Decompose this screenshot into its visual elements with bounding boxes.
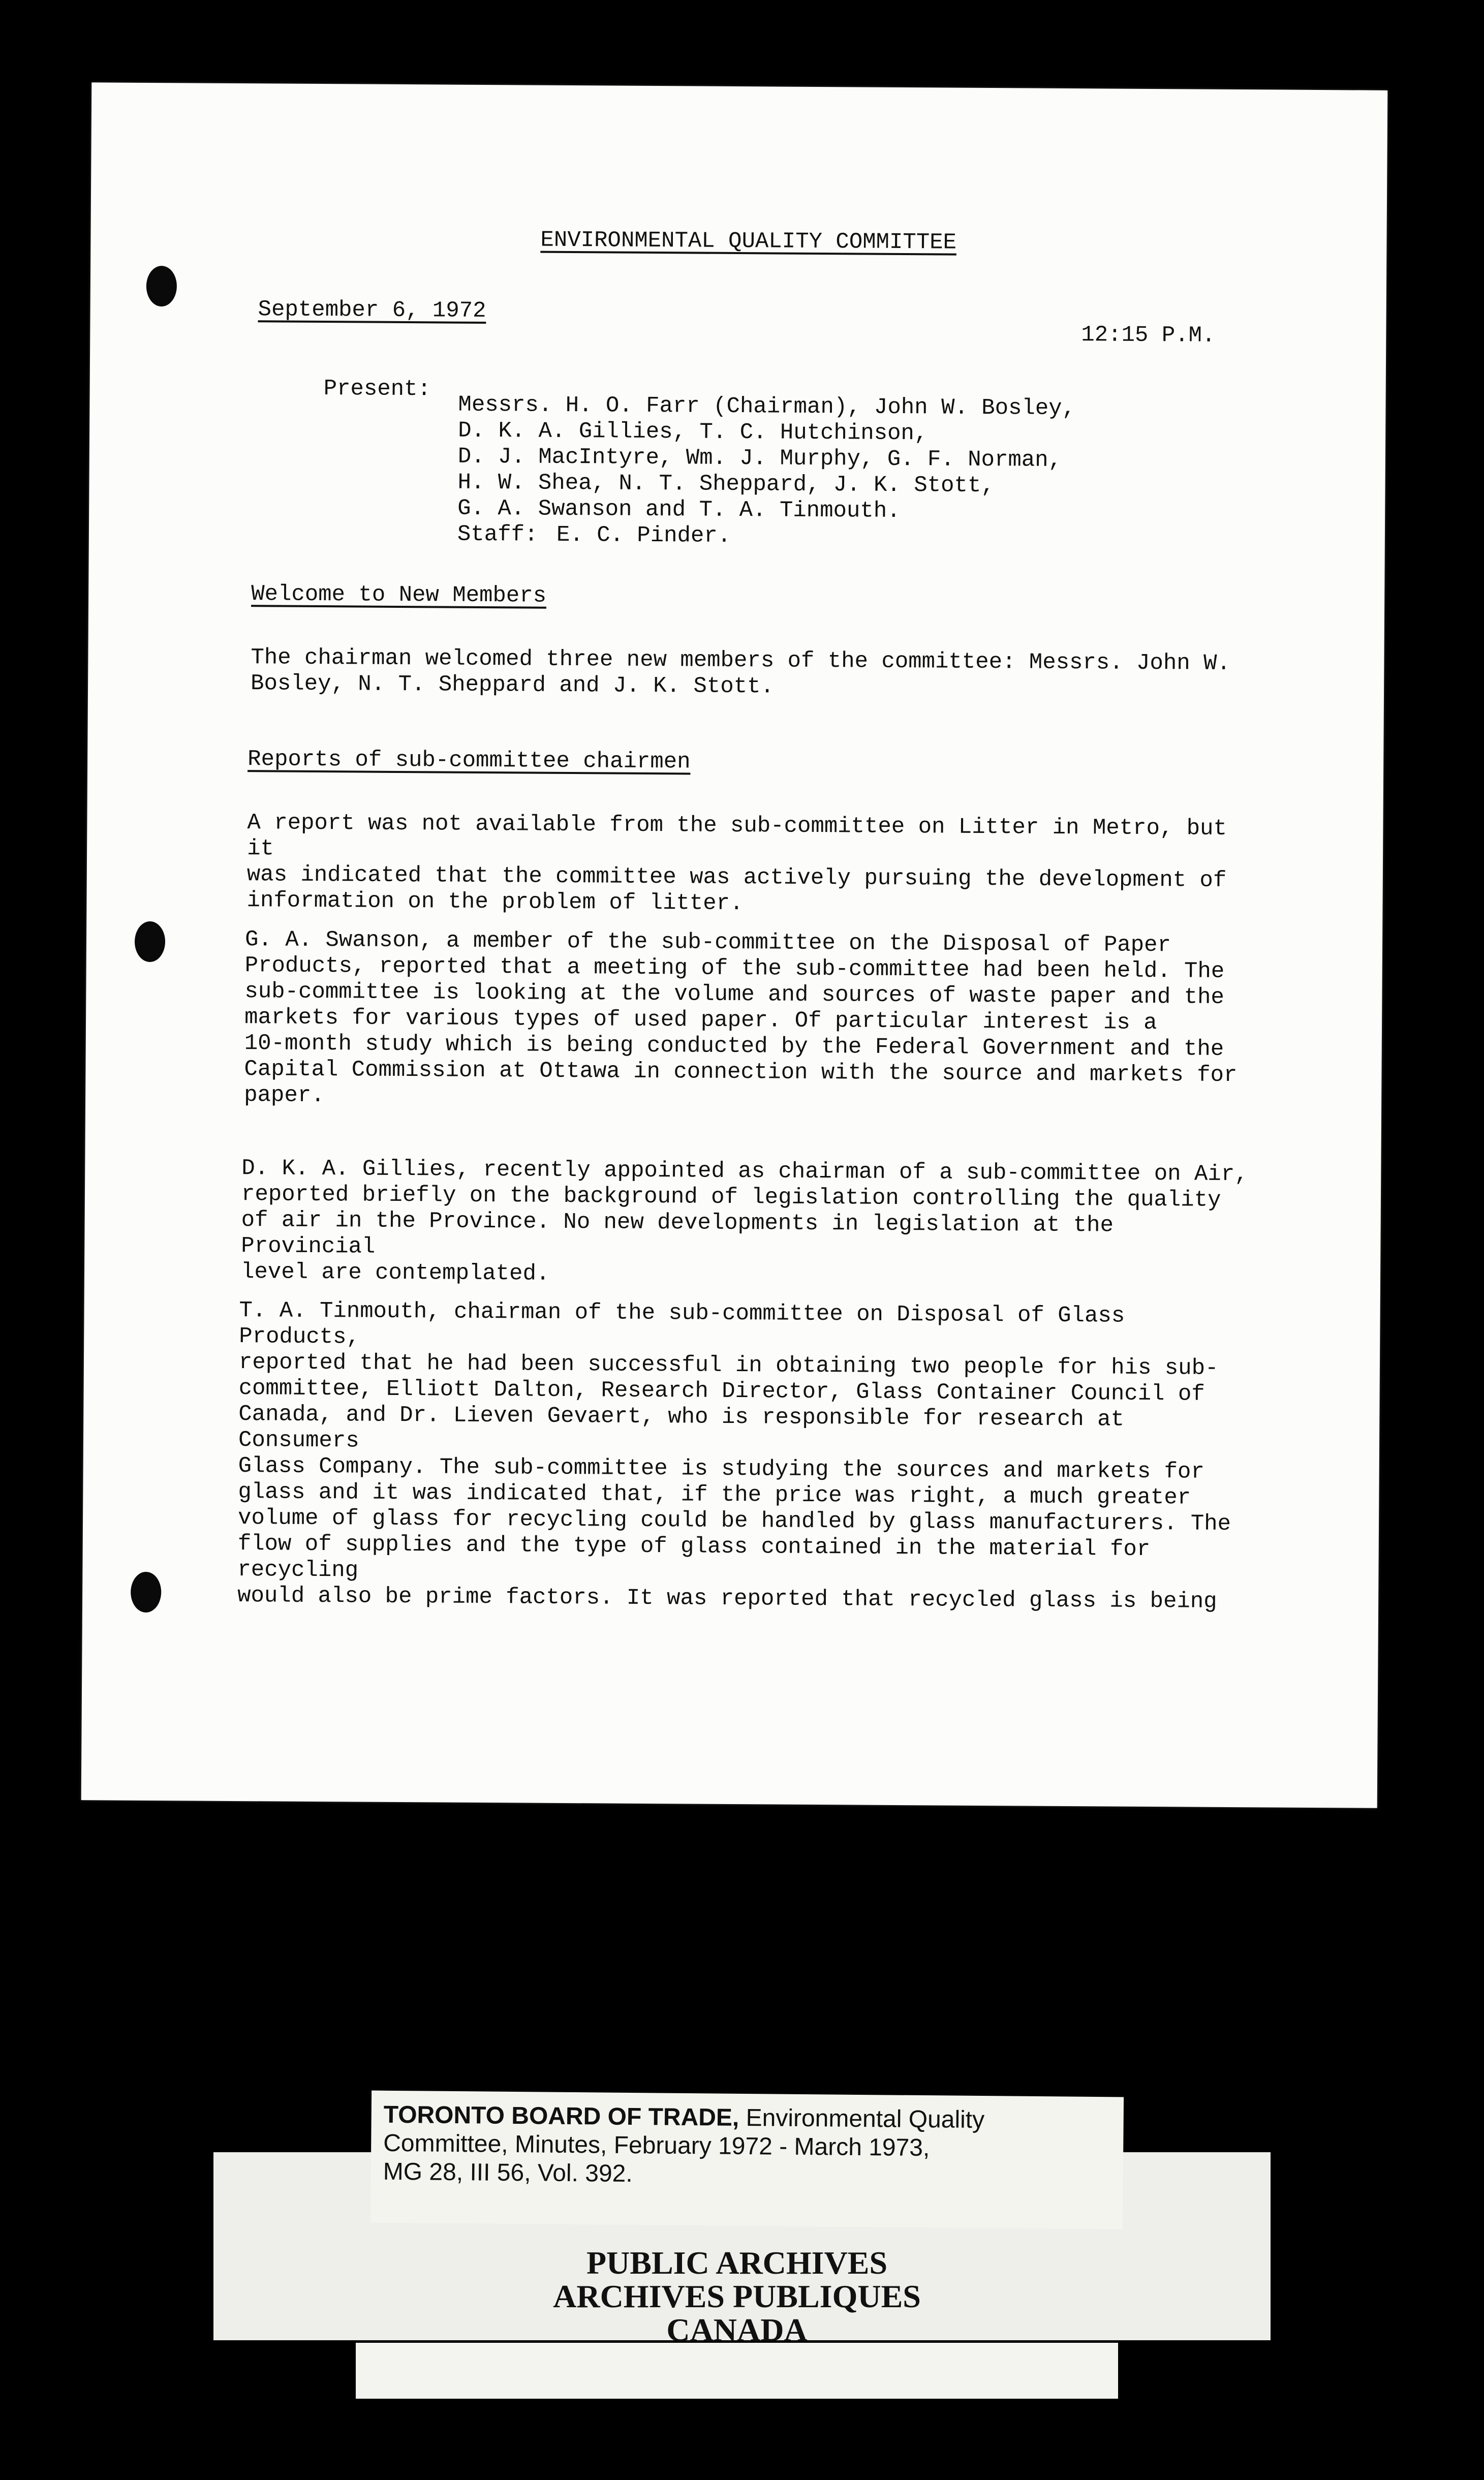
punch-hole bbox=[135, 921, 165, 962]
paragraph: T. A. Tinmouth, chairman of the sub-committee on Disposal of Glass Products, reported that he had been successful in obtaining two people for his sub- committee, Elliott Dalton, Research Director, Glass Container Council of Canada, and Dr. Lieven Gevaert, who is responsible for research at Consumers Glass Company. The sub-committee is studying the sources and markets for glass and it was indicated that, if the price was right, a much greater volume of glass for recycling could be handled by glass manufacturers. The flow of supplies and the type of glass contained in the material for recycling would also be prime factors. It was reported that recycled glass is being bbox=[237, 1298, 1231, 1615]
staff-label: Staff: bbox=[457, 521, 538, 548]
archive-org: TORONTO BOARD OF TRADE, bbox=[383, 2101, 739, 2131]
archive-label bbox=[370, 2091, 1124, 2229]
present-label: Present: bbox=[323, 376, 431, 402]
present-line: Messrs. H. O. Farr (Chairman), John W. Bosley, bbox=[458, 392, 1076, 422]
meeting-date: September 6, 1972 bbox=[258, 297, 486, 324]
archive-card-strip bbox=[356, 2343, 1118, 2399]
stamp-line: PUBLIC ARCHIVES bbox=[586, 2245, 888, 2281]
paragraph: A report was not available from the sub-committee on Litter in Metro, but it was indicated that the committee was actively pursuing the development of information on the problem of litter. bbox=[246, 810, 1227, 917]
section-heading: Reports of sub-committee chairmen bbox=[248, 747, 691, 775]
stamp-line: ARCHIVES PUBLIQUES bbox=[553, 2278, 921, 2314]
punch-hole bbox=[146, 266, 177, 306]
archive-label-line: Committee, Minutes, February 1972 - March 1973, bbox=[383, 2129, 930, 2162]
present-line: H. W. Shea, N. T. Sheppard, J. K. Stott, bbox=[457, 470, 995, 499]
paragraph: The chairman welcomed three new members of the committee: Messrs. John W. Bosley, N. T. Sheppard and J. K. Stott. bbox=[250, 645, 1231, 700]
document-page bbox=[81, 82, 1388, 1808]
meeting-time: 12:15 P.M. bbox=[1081, 322, 1216, 349]
archive-label-line: MG 28, III 56, Vol. 392. bbox=[383, 2158, 633, 2188]
section-heading: Welcome to New Members bbox=[251, 581, 547, 609]
document-title: ENVIRONMENTAL QUALITY COMMITTEE bbox=[540, 227, 957, 256]
archives-stamp bbox=[457, 2246, 1016, 2347]
staff-value: E. C. Pinder. bbox=[556, 522, 731, 549]
stamp-line: CANADA bbox=[666, 2312, 808, 2348]
present-line: G. A. Swanson and T. A. Tinmouth. bbox=[457, 495, 901, 524]
paragraph: G. A. Swanson, a member of the sub-committee on the Disposal of Paper Products, reported that a meeting of the sub-committee had been held. The sub-committee is looking at the volume and sources of waste paper and the markets for various types of used paper. Of particular interest is a 10-month study which is being conducted by the Federal Government and the Capital Commission at Ottawa in connection with the source and markets for paper. bbox=[244, 927, 1238, 1109]
paragraph: D. K. A. Gillies, recently appointed as chairman of a sub-committee on Air, reported briefly on the background of legislation controlling the quality of air in the Province. No new developments in legislation at the Provincial level are contemplated. bbox=[240, 1156, 1248, 1287]
present-line: D. J. MacIntyre, Wm. J. Murphy, G. F. Norman, bbox=[457, 444, 1062, 473]
punch-hole bbox=[131, 1572, 161, 1613]
present-line: D. K. A. Gillies, T. C. Hutchinson, bbox=[458, 418, 928, 447]
archive-label-text: Environmental Quality bbox=[739, 2104, 985, 2134]
